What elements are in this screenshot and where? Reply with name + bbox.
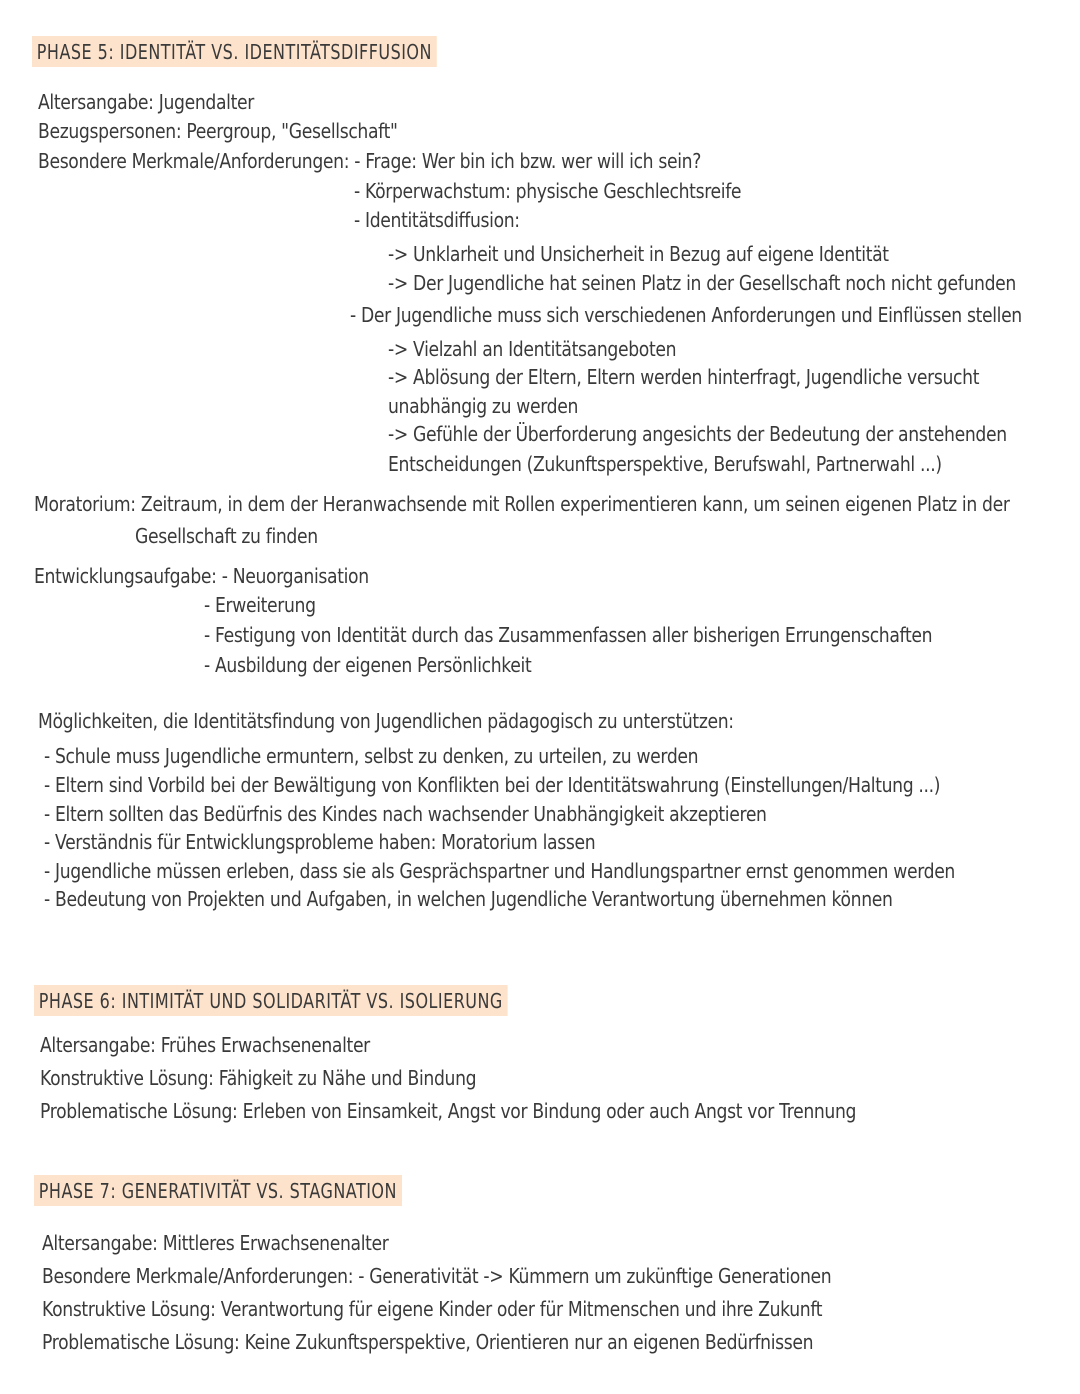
phase6-age: Altersangabe: Frühes Erwachsenenalter <box>40 1033 370 1057</box>
phase5-possibilities-intro: Möglichkeiten, die Identitätsfindung von Jugendlichen pädagogisch zu unterstützen: <box>38 709 734 733</box>
phase5-feature: - Identitätsdiffusion: <box>354 208 520 232</box>
phase7-features: Besondere Merkmale/Anforderungen: - Generativität -> Kümmern um zukünftige Generationen <box>42 1264 832 1288</box>
phase6-problematic: Problematische Lösung: Erleben von Einsamkeit, Angst vor Bindung oder auch Angst vor Trennung <box>40 1099 857 1123</box>
phase5-feature: -> Ablösung der Eltern, Eltern werden hinterfragt, Jugendliche versucht <box>388 365 980 389</box>
phase5-reference-persons: Bezugspersonen: Peergroup, "Gesellschaft" <box>38 119 398 143</box>
phase5-age: Altersangabe: Jugendalter <box>38 90 254 114</box>
phase5-development-item: - Erweiterung <box>204 593 316 617</box>
phase5-possibility: - Jugendliche müssen erleben, dass sie als Gesprächspartner und Handlungspartner ernst genommen werden <box>44 859 955 883</box>
phase5-features-intro: Besondere Merkmale/Anforderungen: - Frage: Wer bin ich bzw. wer will ich sein? <box>38 149 702 173</box>
phase5-development-intro: Entwicklungsaufgabe: - Neuorganisation <box>34 564 369 588</box>
phase5-possibility: - Eltern sollten das Bedürfnis des Kindes nach wachsender Unabhängigkeit akzeptieren <box>44 802 767 826</box>
phase6-heading: PHASE 6: INTIMITÄT UND SOLIDARITÄT VS. ISOLIERUNG <box>34 985 508 1016</box>
phase5-heading: PHASE 5: IDENTITÄT VS. IDENTITÄTSDIFFUSION <box>32 36 437 67</box>
phase6-constructive: Konstruktive Lösung: Fähigkeit zu Nähe und Bindung <box>40 1066 477 1090</box>
phase5-development-item: - Ausbildung der eigenen Persönlichkeit <box>204 653 532 677</box>
phase7-problematic: Problematische Lösung: Keine Zukunftsperspektive, Orientieren nur an eigenen Bedürfnissen <box>42 1330 814 1354</box>
phase7-constructive: Konstruktive Lösung: Verantwortung für eigene Kinder oder für Mitmenschen und ihre Zukunft <box>42 1297 823 1321</box>
phase7-age: Altersangabe: Mittleres Erwachsenenalter <box>42 1231 389 1255</box>
phase5-feature: unabhängig zu werden <box>388 394 579 418</box>
phase5-feature: -> Der Jugendliche hat seinen Platz in der Gesellschaft noch nicht gefunden <box>388 271 1016 295</box>
phase5-feature: - Der Jugendliche muss sich verschiedenen Anforderungen und Einflüssen stellen <box>350 303 1022 327</box>
phase7-heading: PHASE 7: GENERATIVITÄT VS. STAGNATION <box>34 1175 402 1206</box>
phase5-development-item: - Festigung von Identität durch das Zusammenfassen aller bisherigen Errungenschaften <box>204 623 933 647</box>
phase5-feature: -> Unklarheit und Unsicherheit in Bezug auf eigene Identität <box>388 242 889 266</box>
phase5-feature: -> Gefühle der Überforderung angesichts der Bedeutung der anstehenden <box>388 422 1007 446</box>
phase5-possibility: - Schule muss Jugendliche ermuntern, selbst zu denken, zu urteilen, zu werden <box>44 744 699 768</box>
phase5-possibility: - Verständnis für Entwicklungsprobleme haben: Moratorium lassen <box>44 830 596 854</box>
phase5-feature: Entscheidungen (Zukunftsperspektive, Berufswahl, Partnerwahl ...) <box>388 452 942 476</box>
phase5-moratorium: Moratorium: Zeitraum, in dem der Heranwachsende mit Rollen experimentieren kann, um seinen eigenen Platz in der <box>34 492 1010 516</box>
phase5-feature: -> Vielzahl an Identitätsangeboten <box>388 337 677 361</box>
phase5-moratorium-cont: Gesellschaft zu finden <box>135 524 318 548</box>
phase5-possibility: - Bedeutung von Projekten und Aufgaben, in welchen Jugendliche Verantwortung übernehmen können <box>44 887 893 911</box>
phase5-feature: - Körperwachstum: physische Geschlechtsreife <box>354 179 742 203</box>
phase5-possibility: - Eltern sind Vorbild bei der Bewältigung von Konflikten bei der Identitätswahrung (Einstellungen/Haltung ...) <box>44 773 941 797</box>
